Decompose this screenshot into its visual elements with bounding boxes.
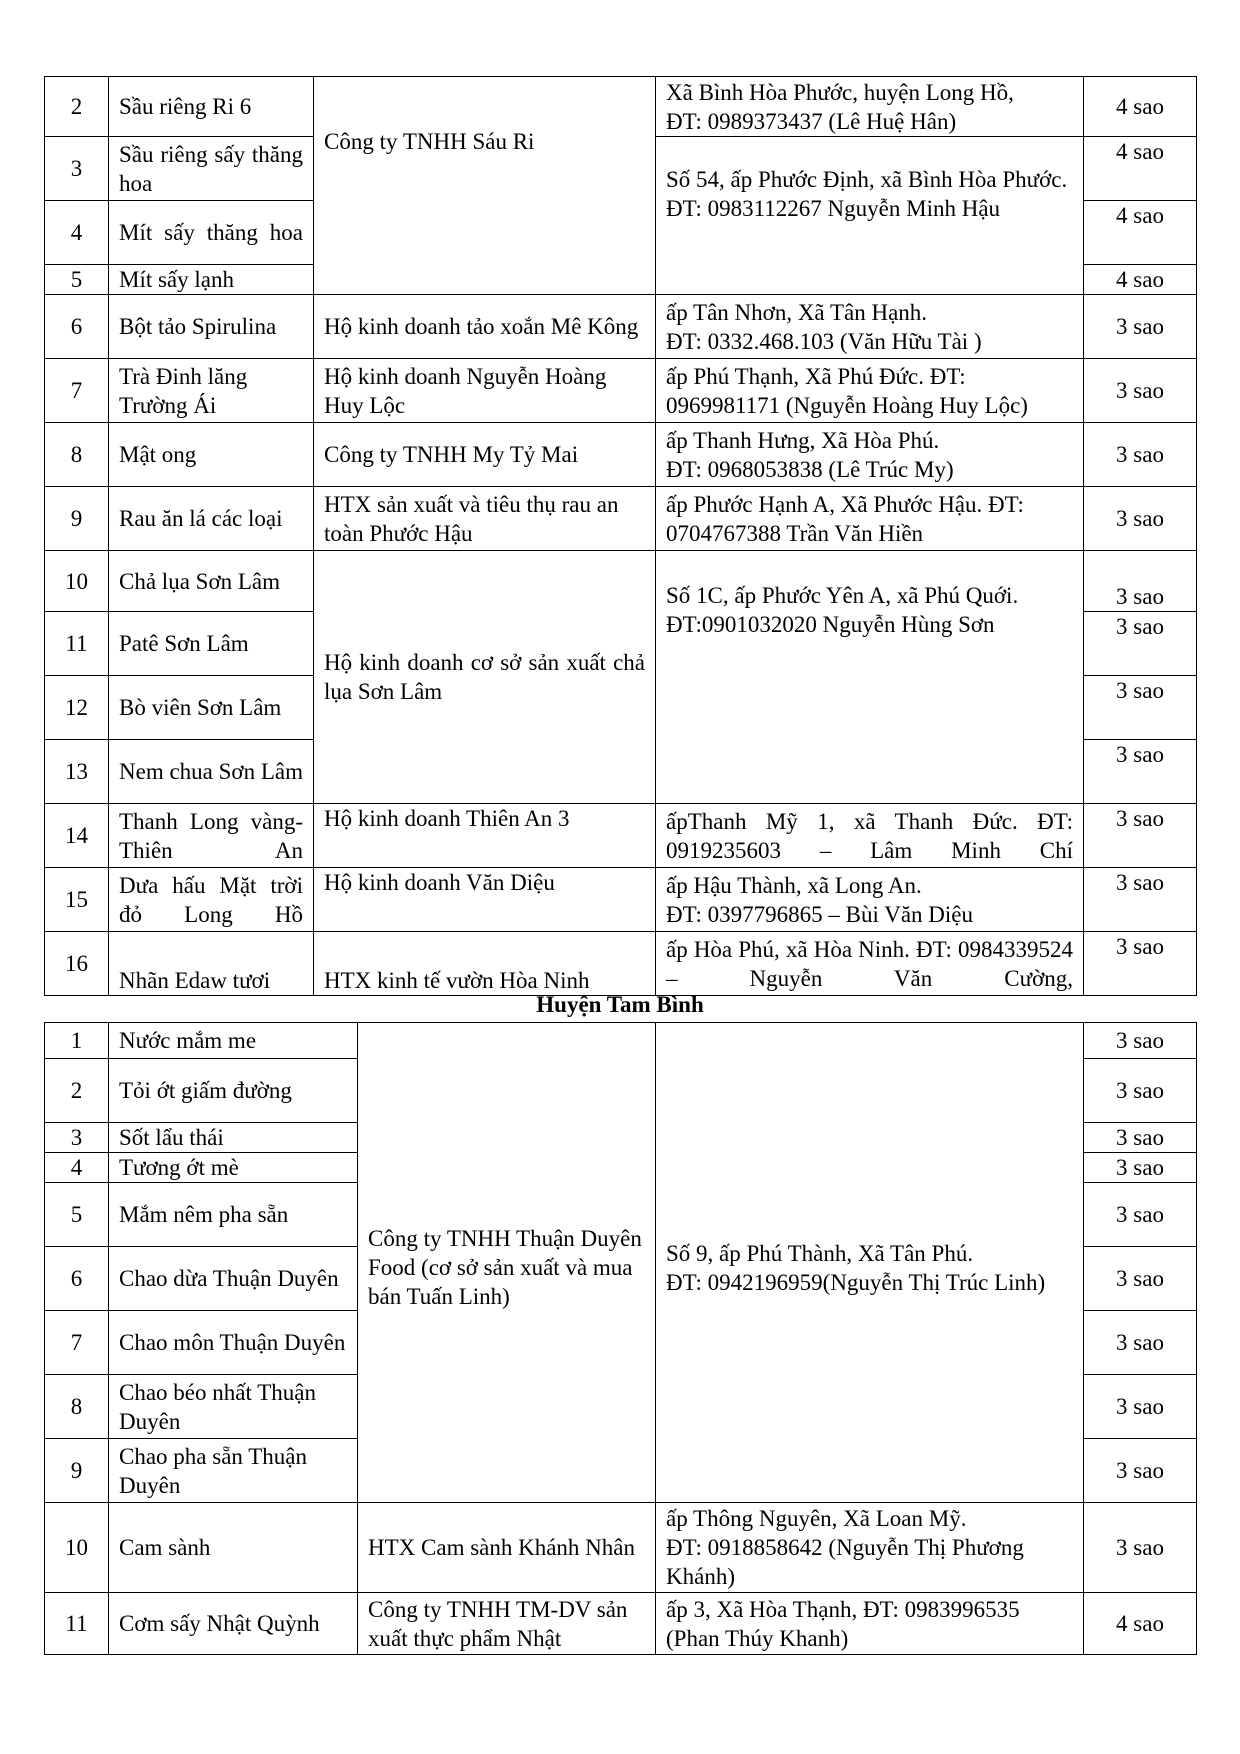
star-rating: 3 sao <box>1084 1247 1197 1311</box>
star-rating: 4 sao <box>1084 1593 1197 1655</box>
entity-name: Công ty TNHH My Tỷ Mai <box>314 423 656 487</box>
product-name: Nước mắm me <box>109 1023 358 1059</box>
star-rating: 3 sao <box>1084 868 1197 932</box>
row-number: 4 <box>45 201 109 265</box>
product-name: Bò viên Sơn Lâm <box>109 676 314 740</box>
product-name: Bột tảo Spirulina <box>109 295 314 359</box>
entity-name: HTX sản xuất và tiêu thụ rau an toàn Phước Hậu <box>314 487 656 551</box>
table-row <box>45 551 1197 612</box>
row-number: 11 <box>45 1593 109 1655</box>
table-row <box>45 868 1197 932</box>
entity-name: Công ty TNHH TM-DV sản xuất thực phẩm Nhật <box>358 1593 656 1655</box>
address-contact: ấpThanh Mỹ 1, xã Thanh Đức. ĐT: 0919235603 – Lâm Minh Chí <box>656 804 1084 868</box>
star-rating: 3 sao <box>1084 423 1197 487</box>
table-row <box>45 1593 1197 1655</box>
product-name: Mít sấy thăng hoa <box>109 201 314 265</box>
address-contact: ấp Hậu Thành, xã Long An. ĐT: 0397796865 – Bùi Văn Diệu <box>656 868 1084 932</box>
row-number: 9 <box>45 1439 109 1503</box>
table-row <box>45 487 1197 551</box>
star-rating: 3 sao <box>1084 612 1197 676</box>
star-rating: 3 sao <box>1084 1503 1197 1593</box>
product-name: Mít sấy lạnh <box>109 265 314 295</box>
address-contact: Số 9, ấp Phú Thành, Xã Tân Phú. ĐT: 0942196959(Nguyễn Thị Trúc Linh) <box>656 1023 1084 1503</box>
products-table-tam-binh <box>44 1022 1197 1655</box>
row-number: 11 <box>45 612 109 676</box>
address-contact: ấp Thông Nguyên, Xã Loan Mỹ. ĐT: 0918858642 (Nguyễn Thị Phương Khánh) <box>656 1503 1084 1593</box>
star-rating: 4 sao <box>1084 201 1197 265</box>
product-name: Chao môn Thuận Duyên <box>109 1311 358 1375</box>
product-name: Tương ớt mè <box>109 1153 358 1183</box>
entity-name: Hộ kinh doanh Thiên An 3 <box>314 804 656 868</box>
address-contact: ấp Thanh Hưng, Xã Hòa Phú. ĐT: 0968053838 (Lê Trúc My) <box>656 423 1084 487</box>
product-name: Chao dừa Thuận Duyên <box>109 1247 358 1311</box>
star-rating: 3 sao <box>1084 1183 1197 1247</box>
row-number: 13 <box>45 740 109 804</box>
product-name: Mắm nêm pha sẵn <box>109 1183 358 1247</box>
product-name: Sốt lẩu thái <box>109 1123 358 1153</box>
star-rating: 3 sao <box>1084 1059 1197 1123</box>
star-rating: 3 sao <box>1084 1153 1197 1183</box>
row-number: 7 <box>45 359 109 423</box>
row-number: 5 <box>45 1183 109 1247</box>
row-number: 9 <box>45 487 109 551</box>
entity-name: Hộ kinh doanh cơ sở sản xuất chả lụa Sơn Lâm <box>314 551 656 804</box>
table-row <box>45 359 1197 423</box>
address-contact: ấp Tân Nhơn, Xã Tân Hạnh. ĐT: 0332.468.103 (Văn Hữu Tài ) <box>656 295 1084 359</box>
row-number: 14 <box>45 804 109 868</box>
row-number: 3 <box>45 1123 109 1153</box>
address-contact: ấp 3, Xã Hòa Thạnh, ĐT: 0983996535 (Phan Thúy Khanh) <box>656 1593 1084 1655</box>
row-number: 5 <box>45 265 109 295</box>
table-row <box>45 804 1197 868</box>
product-name: Cam sành <box>109 1503 358 1593</box>
product-name: Dưa hấu Mặt trời đỏ Long Hồ <box>109 868 314 932</box>
row-number: 2 <box>45 1059 109 1123</box>
row-number: 7 <box>45 1311 109 1375</box>
product-name: Tỏi ớt giấm đường <box>109 1059 358 1123</box>
star-rating: 3 sao <box>1084 1023 1197 1059</box>
table-row <box>45 932 1197 996</box>
star-rating: 3 sao <box>1084 1375 1197 1439</box>
entity-name: Công ty TNHH Sáu Ri <box>314 77 656 295</box>
star-rating: 3 sao <box>1084 1439 1197 1503</box>
row-number: 12 <box>45 676 109 740</box>
entity-name: HTX kinh tế vườn Hòa Ninh <box>314 932 656 996</box>
product-name: Rau ăn lá các loại <box>109 487 314 551</box>
row-number: 16 <box>45 932 109 996</box>
star-rating: 3 sao <box>1084 740 1197 804</box>
star-rating: 3 sao <box>1084 804 1197 868</box>
row-number: 4 <box>45 1153 109 1183</box>
star-rating: 3 sao <box>1084 676 1197 740</box>
table-row <box>45 423 1197 487</box>
row-number: 3 <box>45 137 109 201</box>
row-number: 8 <box>45 423 109 487</box>
star-rating: 4 sao <box>1084 137 1197 201</box>
address-contact: ấp Phú Thạnh, Xã Phú Đức. ĐT: 0969981171 (Nguyễn Hoàng Huy Lộc) <box>656 359 1084 423</box>
star-rating: 3 sao <box>1084 1123 1197 1153</box>
product-name: Trà Đinh lăng Trường Ái <box>109 359 314 423</box>
entity-name: HTX Cam sành Khánh Nhân <box>358 1503 656 1593</box>
star-rating: 4 sao <box>1084 77 1197 137</box>
row-number: 15 <box>45 868 109 932</box>
product-name: Cơm sấy Nhật Quỳnh <box>109 1593 358 1655</box>
product-name: Mật ong <box>109 423 314 487</box>
product-name: Sầu riêng sấy thăng hoa <box>109 137 314 201</box>
entity-name: Công ty TNHH Thuận Duyên Food (cơ sở sản xuất và mua bán Tuấn Linh) <box>358 1023 656 1503</box>
products-table-long-ho <box>44 76 1197 996</box>
star-rating: 3 sao <box>1084 359 1197 423</box>
row-number: 1 <box>45 1023 109 1059</box>
row-number: 10 <box>45 1503 109 1593</box>
product-name: Patê Sơn Lâm <box>109 612 314 676</box>
address-contact: Số 54, ấp Phước Định, xã Bình Hòa Phước. ĐT: 0983112267 Nguyễn Minh Hậu <box>656 137 1084 295</box>
row-number: 8 <box>45 1375 109 1439</box>
address-contact: Xã Bình Hòa Phước, huyện Long Hồ, ĐT: 0989373437 (Lê Huệ Hân) <box>656 77 1084 137</box>
address-contact: ấp Phước Hạnh A, Xã Phước Hậu. ĐT: 0704767388 Trần Văn Hiền <box>656 487 1084 551</box>
row-number: 6 <box>45 295 109 359</box>
product-name: Thanh Long vàng- Thiên An <box>109 804 314 868</box>
product-name: Chả lụa Sơn Lâm <box>109 551 314 612</box>
row-number: 6 <box>45 1247 109 1311</box>
product-name: Sầu riêng Ri 6 <box>109 77 314 137</box>
table-row <box>45 1503 1197 1593</box>
product-name: Nem chua Sơn Lâm <box>109 740 314 804</box>
row-number: 10 <box>45 551 109 612</box>
address-contact: Số 1C, ấp Phước Yên A, xã Phú Quới. ĐT:0901032020 Nguyễn Hùng Sơn <box>656 551 1084 804</box>
star-rating: 3 sao <box>1084 551 1197 612</box>
star-rating: 3 sao <box>1084 1311 1197 1375</box>
product-name: Chao béo nhất Thuận Duyên <box>109 1375 358 1439</box>
star-rating: 4 sao <box>1084 265 1197 295</box>
entity-name: Hộ kinh doanh Văn Diệu <box>314 868 656 932</box>
row-number: 2 <box>45 77 109 137</box>
product-name: Chao pha sẵn Thuận Duyên <box>109 1439 358 1503</box>
entity-name: Hộ kinh doanh tảo xoắn Mê Kông <box>314 295 656 359</box>
table-row <box>45 77 1197 137</box>
table-row <box>45 295 1197 359</box>
table-row <box>45 1023 1197 1059</box>
star-rating: 3 sao <box>1084 487 1197 551</box>
star-rating: 3 sao <box>1084 295 1197 359</box>
product-name: Nhãn Edaw tươi <box>109 932 314 996</box>
address-contact: ấp Hòa Phú, xã Hòa Ninh. ĐT: 0984339524 – Nguyễn Văn Cường, <box>656 932 1084 996</box>
section-title: Huyện Tam Bình <box>536 992 704 1017</box>
entity-name: Hộ kinh doanh Nguyễn Hoàng Huy Lộc <box>314 359 656 423</box>
star-rating: 3 sao <box>1084 932 1197 996</box>
